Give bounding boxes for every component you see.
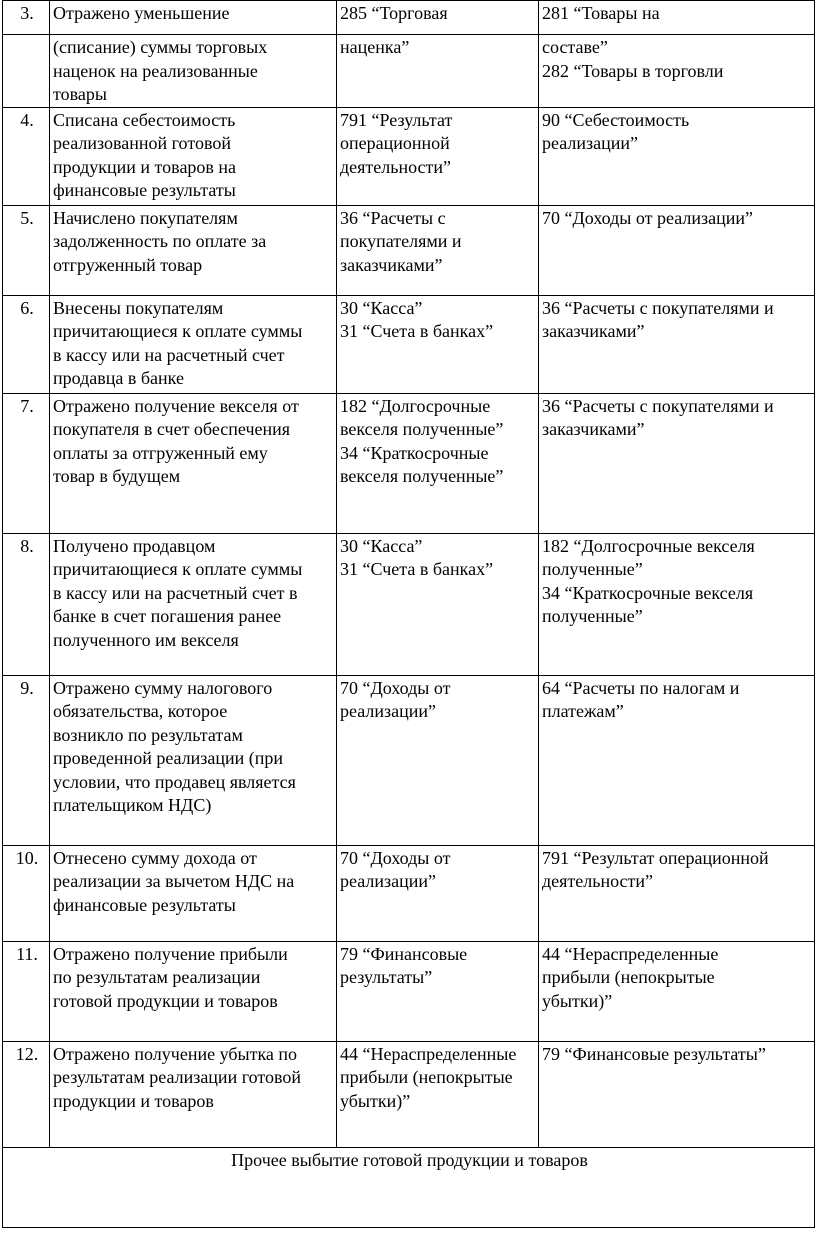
debit-account-line: операционной — [340, 133, 450, 153]
table-row — [3, 393, 815, 533]
credit-account-line: заказчиками” — [542, 321, 645, 341]
credit-account-line: 281 “Товары на — [542, 3, 660, 23]
operation-description-line: результатам реализации готовой — [53, 1067, 302, 1087]
entry-number — [3, 35, 50, 108]
operation-description-line: по результатам реализации — [53, 967, 261, 987]
entry-number: 8. — [3, 533, 50, 675]
credit-account-line: 36 “Расчеты с покупателями и — [542, 395, 774, 416]
operation-description-line: Отражено получение прибыли — [53, 943, 288, 964]
credit-account-line: 282 “Товары в торговли — [542, 60, 724, 81]
operation-description-line: в кассу или на расчетный счет в — [53, 582, 298, 603]
operation-description-line: обязательства, которое — [53, 701, 228, 721]
operation-description-line: Отражено получение убытка по — [53, 1043, 298, 1064]
debit-account — [337, 107, 539, 205]
operation-description-line: финансовые результаты — [53, 180, 236, 200]
debit-account-line: результаты” — [340, 967, 433, 987]
operation-description-line: плательщиком НДС) — [53, 795, 212, 815]
operation-description-line: Списана себестоимость — [53, 109, 236, 130]
table-row — [3, 675, 815, 845]
credit-account-line: полученные” — [542, 559, 643, 579]
entry-number: 10. — [3, 845, 50, 941]
operation-description — [50, 393, 337, 533]
credit-account-line: прибыли (непокрытые — [542, 967, 715, 987]
operation-description — [50, 295, 337, 393]
debit-account — [337, 533, 539, 675]
operation-description-line: банке в счет погашения ранее — [53, 606, 282, 626]
journal-entries-table — [2, 0, 815, 1228]
credit-account-line: реализации” — [542, 133, 638, 153]
debit-account — [337, 393, 539, 533]
credit-account — [539, 205, 815, 295]
entry-number: 3. — [3, 1, 50, 35]
credit-account-line: составе” — [542, 37, 608, 57]
entry-number: 11. — [3, 941, 50, 1041]
debit-account — [337, 941, 539, 1041]
credit-account-line: 64 “Расчеты по налогам и — [542, 677, 740, 698]
operation-description-line: Получено продавцом — [53, 535, 216, 556]
debit-account-line: 70 “Доходы от — [340, 677, 451, 698]
debit-account-line: реализации” — [340, 871, 436, 891]
credit-account — [539, 533, 815, 675]
operation-description-line: причитающиеся к оплате суммы — [53, 321, 303, 341]
operation-description-line: Отражено получение векселя от — [53, 395, 299, 416]
operation-description — [50, 205, 337, 295]
entry-number: 4. — [3, 107, 50, 205]
operation-description-line: реализации за вычетом НДС на — [53, 871, 295, 891]
operation-description-line: Отражено уменьшение — [53, 3, 230, 23]
credit-account — [539, 845, 815, 941]
operation-description — [50, 1041, 337, 1147]
table-row — [3, 941, 815, 1041]
operation-description-line: возникло по результатам — [53, 724, 243, 745]
operation-description — [50, 1, 337, 35]
debit-account — [337, 295, 539, 393]
table-row — [3, 107, 815, 205]
credit-account — [539, 393, 815, 533]
operation-description-line: Отражено сумму налогового — [53, 677, 273, 698]
operation-description-line: условии, что продавец является — [53, 771, 296, 792]
operation-description — [50, 35, 337, 108]
debit-account — [337, 205, 539, 295]
operation-description-line: продавца в банке — [53, 368, 184, 388]
debit-account — [337, 845, 539, 941]
operation-description-line: финансовые результаты — [53, 894, 236, 915]
operation-description-line: товары — [53, 84, 107, 104]
operation-description — [50, 941, 337, 1041]
credit-account-line: платежам” — [542, 701, 624, 721]
table-row — [3, 845, 815, 941]
table-row — [3, 35, 815, 108]
table-row — [3, 205, 815, 295]
credit-account-line: 34 “Краткосрочные векселя — [542, 582, 754, 603]
debit-account-line: векселя полученные” — [340, 419, 504, 439]
debit-account — [337, 35, 539, 108]
operation-description-line: полученного им векселя — [53, 629, 239, 650]
credit-account-line: 90 “Себестоимость — [542, 109, 690, 130]
debit-account-line: 36 “Расчеты с — [340, 207, 446, 228]
debit-account — [337, 1, 539, 35]
operation-description-line: Начислено покупателям — [53, 207, 238, 228]
operation-description-line: наценок на реализованные — [53, 60, 258, 81]
debit-account-line: реализации” — [340, 701, 436, 721]
entry-number: 9. — [3, 675, 50, 845]
credit-account-line: 70 “Доходы от реализации” — [542, 207, 753, 228]
debit-account-line: 791 “Результат — [340, 109, 453, 130]
debit-account-line: покупателями и — [340, 231, 462, 251]
debit-account-line: 44 “Нераспределенные — [340, 1043, 517, 1064]
section-heading-row — [3, 1147, 815, 1227]
operation-description-line: реализованной готовой — [53, 133, 231, 153]
operation-description-line: Внесены покупателям — [53, 297, 224, 318]
operation-description-line: товар в будущем — [53, 466, 181, 486]
entry-number: 5. — [3, 205, 50, 295]
debit-account-line: 70 “Доходы от — [340, 847, 451, 868]
operation-description-line: готовой продукции и товаров — [53, 990, 278, 1011]
credit-account — [539, 941, 815, 1041]
debit-account-line: векселя полученные” — [340, 466, 504, 486]
entry-number: 7. — [3, 393, 50, 533]
debit-account-line: 79 “Финансовые — [340, 943, 468, 964]
operation-description-line: проведенной реализации (при — [53, 748, 284, 768]
debit-account-line: 31 “Счета в банках” — [340, 321, 494, 341]
operation-description-line: причитающиеся к оплате суммы — [53, 559, 303, 579]
debit-account — [337, 1041, 539, 1147]
credit-account-line: 36 “Расчеты с покупателями и — [542, 297, 774, 318]
credit-account-line: полученные” — [542, 606, 643, 626]
credit-account — [539, 675, 815, 845]
debit-account-line: 34 “Краткосрочные — [340, 442, 489, 463]
table-row — [3, 533, 815, 675]
debit-account-line: деятельности” — [340, 156, 452, 177]
debit-account-line: 31 “Счета в банках” — [340, 559, 494, 579]
operation-description — [50, 107, 337, 205]
operation-description-line: (списание) суммы торговых — [53, 37, 268, 57]
operation-description-line: продукции и товаров на — [53, 156, 237, 177]
credit-account-line: убытки)” — [542, 990, 613, 1011]
table-row — [3, 1, 815, 35]
entry-number: 12. — [3, 1041, 50, 1147]
debit-account-line: заказчиками” — [340, 254, 443, 275]
debit-account — [337, 675, 539, 845]
debit-account-line: наценка” — [340, 37, 410, 57]
operation-description-line: задолженность по оплате за — [53, 231, 267, 251]
debit-account-line: 285 “Торговая — [340, 3, 448, 23]
credit-account-line: заказчиками” — [542, 419, 645, 439]
credit-account-line: 44 “Нераспределенные — [542, 943, 719, 964]
credit-account-line: 182 “Долгосрочные векселя — [542, 535, 755, 556]
entry-number: 6. — [3, 295, 50, 393]
credit-account-line: 79 “Финансовые результаты” — [542, 1043, 766, 1064]
operation-description-line: продукции и товаров — [53, 1090, 214, 1111]
credit-account — [539, 35, 815, 108]
table-body — [3, 1, 815, 1228]
operation-description-line: оплаты за отгруженный ему — [53, 442, 268, 463]
operation-description-line: отгруженный товар — [53, 254, 203, 275]
debit-account-line: 182 “Долгосрочные — [340, 395, 491, 416]
table-row — [3, 295, 815, 393]
debit-account-line: 30 “Касса” — [340, 535, 423, 556]
credit-account — [539, 1041, 815, 1147]
section-heading: Прочее выбытие готовой продукции и товаров — [3, 1147, 815, 1227]
table-row — [3, 1041, 815, 1147]
credit-account — [539, 107, 815, 205]
credit-account — [539, 1, 815, 35]
credit-account-line: деятельности” — [542, 871, 654, 891]
operation-description-line: в кассу или на расчетный счет — [53, 344, 285, 365]
debit-account-line: убытки)” — [340, 1090, 411, 1111]
debit-account-line: прибыли (непокрытые — [340, 1067, 513, 1087]
operation-description-line: покупателя в счет обеспечения — [53, 419, 291, 439]
operation-description — [50, 845, 337, 941]
operation-description — [50, 675, 337, 845]
operation-description — [50, 533, 337, 675]
operation-description-line: Отнесено сумму дохода от — [53, 847, 257, 868]
credit-account-line: 791 “Результат операционной — [542, 847, 769, 868]
credit-account — [539, 295, 815, 393]
debit-account-line: 30 “Касса” — [340, 297, 423, 318]
